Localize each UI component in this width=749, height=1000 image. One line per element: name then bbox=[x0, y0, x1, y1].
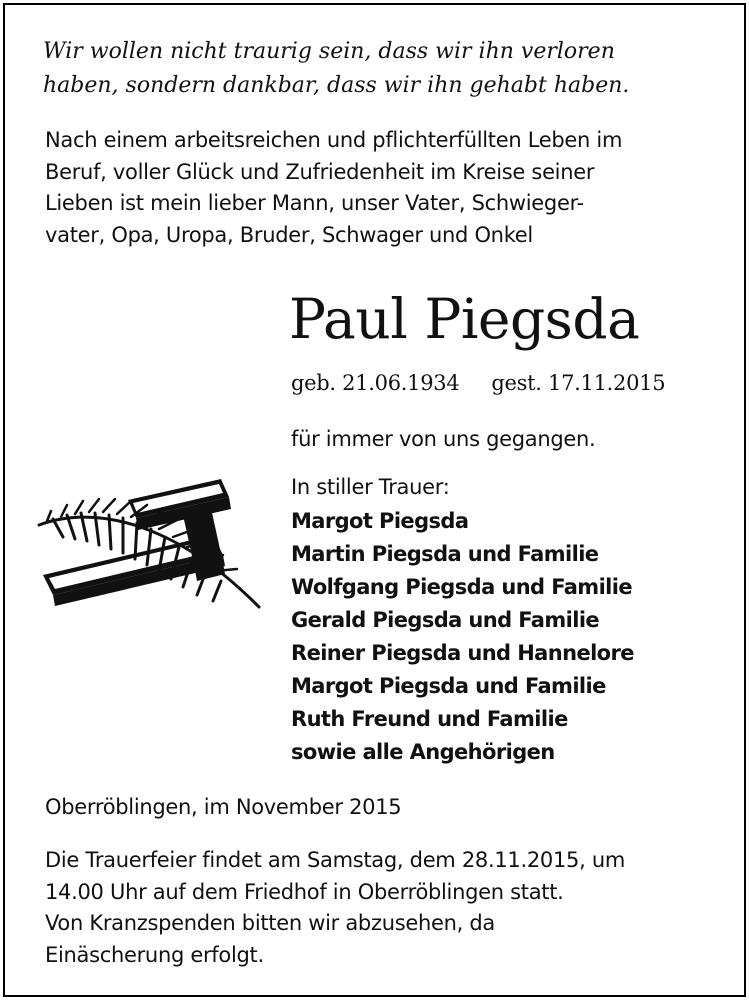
cross-with-palm-frond-icon bbox=[33, 475, 273, 625]
life-dates bbox=[291, 367, 665, 399]
mourner-name: Reiner Piegsda und Hannelore bbox=[291, 641, 634, 665]
birth-date: geb. 21.06.1934 bbox=[291, 371, 460, 395]
mourning-intro: In stiller Trauer: bbox=[291, 475, 450, 499]
funeral-line: 14.00 Uhr auf dem Friedhof in Oberröblingen statt. bbox=[45, 879, 564, 904]
intro-line: vater, Opa, Uropa, Bruder, Schwager und Onkel bbox=[45, 222, 533, 247]
funeral-line: Die Trauerfeier findet am Samstag, dem 28.11.2015, um bbox=[45, 848, 625, 872]
death-date: gest. 17.11.2015 bbox=[491, 371, 666, 395]
motto-line: Wir wollen nicht traurig sein, dass wir ihn verloren bbox=[43, 39, 615, 64]
obituary-notice bbox=[3, 3, 746, 997]
intro-line: Nach einem arbeitsreichen und pflichterfüllten Leben im bbox=[45, 128, 623, 152]
funeral-line: Einäscherung erfolgt. bbox=[45, 942, 264, 967]
mourner-name: Margot Piegsda und Familie bbox=[291, 674, 606, 698]
intro-line: Beruf, voller Glück und Zufriedenheit im Kreise seiner bbox=[45, 159, 595, 184]
mourner-name: sowie alle Angehörigen bbox=[291, 740, 555, 764]
deceased-name: Paul Piegsda bbox=[289, 287, 640, 351]
intro-text bbox=[45, 125, 622, 251]
mourners-list bbox=[291, 505, 634, 769]
motto-quote bbox=[43, 35, 629, 103]
motto-line: haben, sondern dankbar, dass wir ihn gehabt haben. bbox=[43, 73, 630, 98]
mourner-name: Margot Piegsda bbox=[291, 509, 469, 533]
place-and-date: Oberröblingen, im November 2015 bbox=[45, 795, 402, 819]
passing-text: für immer von uns gegangen. bbox=[291, 427, 596, 451]
funeral-line: Von Kranzspenden bitten wir abzusehen, da bbox=[45, 911, 495, 935]
funeral-info bbox=[45, 845, 625, 971]
mourner-name: Wolfgang Piegsda und Familie bbox=[291, 575, 633, 599]
intro-line: Lieben ist mein lieber Mann, unser Vater, Schwieger- bbox=[45, 191, 584, 215]
mourner-name: Martin Piegsda und Familie bbox=[291, 542, 599, 566]
mourner-name: Gerald Piegsda und Familie bbox=[291, 608, 600, 632]
mourner-name: Ruth Freund und Familie bbox=[291, 707, 568, 731]
